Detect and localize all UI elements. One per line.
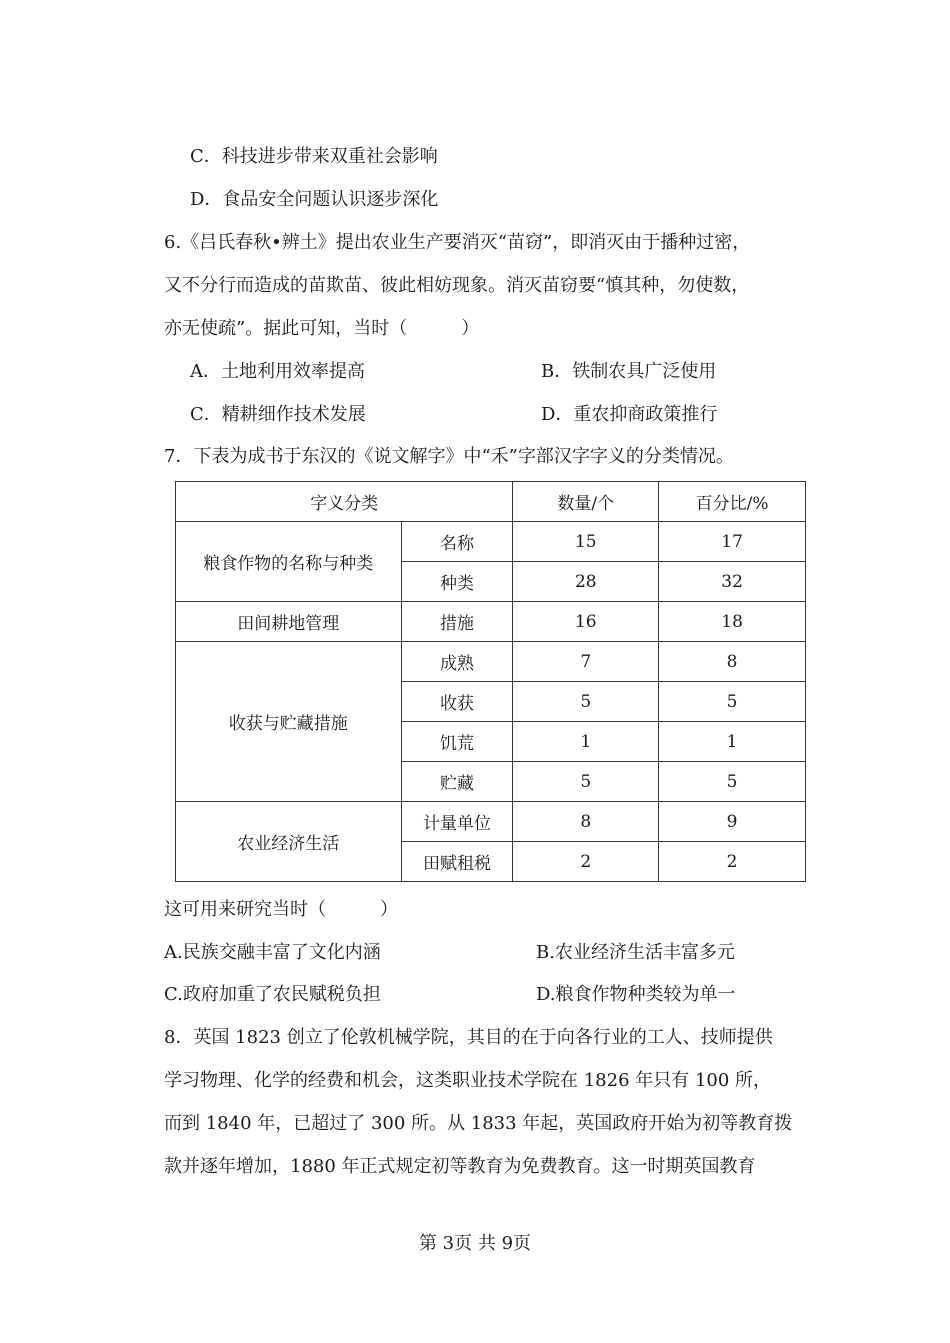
- q7-option-b: B.农业经济生活丰富多元: [536, 942, 735, 963]
- q6-option-a: A．土地利用效率提高: [190, 361, 365, 382]
- percent-cell: 2: [659, 842, 806, 882]
- q7-question: 这可用来研究当时（ ）: [164, 899, 398, 920]
- table-row: [176, 602, 806, 642]
- subcategory-cell: 田赋租税: [401, 842, 513, 882]
- q7-option-d: D.粮食作物种类较为单一: [536, 984, 736, 1005]
- subcategory-cell: 计量单位: [401, 802, 513, 842]
- q6-option-d: D．重农抑商政策推行: [541, 404, 718, 425]
- subcategory-cell: 成熟: [401, 642, 513, 682]
- q6-stem-line-1: 6.《吕氏春秋•辨土》提出农业生产要消灭“苗窃”，即消灭由于播种过密，: [164, 232, 751, 253]
- table-row: [176, 642, 806, 682]
- q7-option-c: C.政府加重了农民赋税负担: [164, 984, 381, 1005]
- q8-stem-line-3: 而到 1840 年，已超过了 300 所。从 1833 年起，英国政府开始为初等教育拨: [164, 1113, 793, 1134]
- subcategory-cell: 饥荒: [401, 722, 513, 762]
- header-category: 字义分类: [176, 482, 513, 522]
- count-cell: 5: [513, 682, 659, 722]
- count-cell: 28: [513, 562, 659, 602]
- word-meaning-table: [175, 481, 806, 882]
- subcategory-cell: 种类: [401, 562, 513, 602]
- group-category: 收获与贮藏措施: [176, 642, 402, 802]
- subcategory-cell: 贮藏: [401, 762, 513, 802]
- group-category: 粮食作物的名称与种类: [176, 522, 402, 602]
- q6-option-b: B．铁制农具广泛使用: [541, 361, 717, 382]
- q5-option-d: D．食品安全问题认识逐步深化: [190, 189, 439, 210]
- header-count: 数量/个: [513, 482, 659, 522]
- count-cell: 16: [513, 602, 659, 642]
- count-cell: 2: [513, 842, 659, 882]
- percent-cell: 17: [659, 522, 806, 562]
- percent-cell: 9: [659, 802, 806, 842]
- q6-option-c: C．精耕细作技术发展: [190, 404, 366, 425]
- subcategory-cell: 措施: [401, 602, 513, 642]
- count-cell: 8: [513, 802, 659, 842]
- page-footer: 第 3页 共 9页: [418, 1233, 532, 1254]
- count-cell: 15: [513, 522, 659, 562]
- count-cell: 5: [513, 762, 659, 802]
- subcategory-cell: 名称: [401, 522, 513, 562]
- percent-cell: 32: [659, 562, 806, 602]
- percent-cell: 8: [659, 642, 806, 682]
- q7-option-a: A.民族交融丰富了文化内涵: [164, 942, 381, 963]
- q6-stem-line-2: 又不分行而造成的苗欺苗、彼此相妨现象。消灭苗窃要“慎其种，勿使数，: [164, 275, 750, 296]
- q7-stem: 7．下表为成书于东汉的《说文解字》中“禾”字部汉字字义的分类情况。: [164, 446, 734, 467]
- count-cell: 7: [513, 642, 659, 682]
- percent-cell: 1: [659, 722, 806, 762]
- count-cell: 1: [513, 722, 659, 762]
- percent-cell: 5: [659, 762, 806, 802]
- subcategory-cell: 收获: [401, 682, 513, 722]
- q6-stem-line-3: 亦无使疏”。据此可知，当时（ ）: [164, 318, 480, 339]
- header-percent: 百分比/%: [659, 482, 806, 522]
- table-row: [176, 522, 806, 562]
- q8-stem-line-1: 8．英国 1823 创立了伦敦机械学院，其目的在于向各行业的工人、技师提供: [164, 1027, 773, 1048]
- group-category: 农业经济生活: [176, 802, 402, 882]
- table-header-row: [176, 482, 806, 522]
- percent-cell: 18: [659, 602, 806, 642]
- table-row: [176, 802, 806, 842]
- q8-stem-line-4: 款并逐年增加，1880 年正式规定初等教育为免费教育。这一时期英国教育: [164, 1156, 756, 1177]
- q5-option-c: C．科技进步带来双重社会影响: [190, 146, 438, 167]
- q8-stem-line-2: 学习物理、化学的经费和机会，这类职业技术学院在 1826 年只有 100 所，: [164, 1070, 772, 1091]
- group-category: 田间耕地管理: [176, 602, 402, 642]
- percent-cell: 5: [659, 682, 806, 722]
